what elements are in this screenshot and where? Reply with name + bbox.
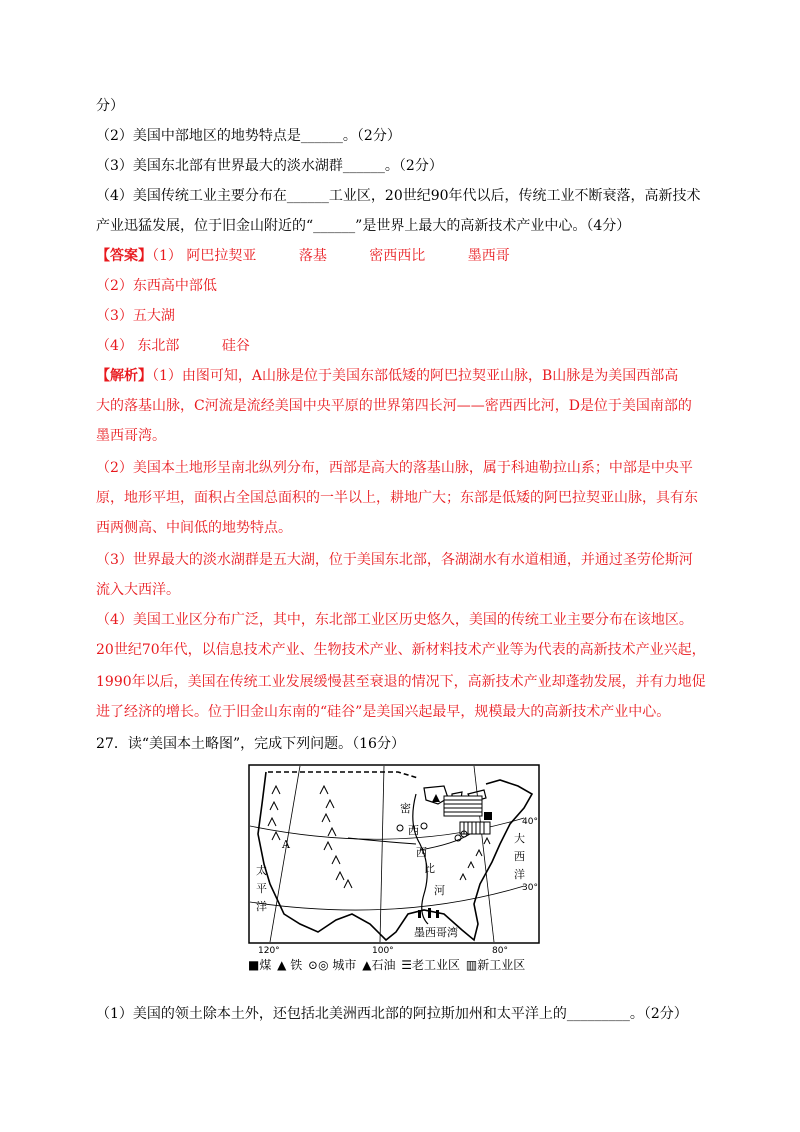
label-lon120: 120° bbox=[258, 946, 280, 956]
label-gulf: 墨西哥湾 bbox=[414, 926, 458, 939]
legend-oil: ▲石油 bbox=[362, 958, 396, 972]
analysis-line: 【解析】（1）由图可知，A山脉是位于美国东部低矮的阿巴拉契亚山脉，B山脉是为美国西部高 bbox=[96, 368, 679, 384]
legend-old-industry: ☰老工业区 bbox=[401, 958, 461, 972]
answer-item: 墨西哥 bbox=[467, 248, 510, 264]
answer-line4 bbox=[96, 336, 250, 356]
label-yang2: 洋 bbox=[514, 868, 525, 881]
coal-symbol bbox=[484, 812, 492, 820]
analysis-line: （2）美国本土地形呈南北纵列分布，西部是高大的落基山脉，属于科迪勒拉山系；中部是中央平 bbox=[96, 460, 693, 476]
answer-prefix: （4） bbox=[96, 338, 133, 354]
analysis-line: 西两侧高、中间低的地势特点。 bbox=[96, 520, 292, 536]
label-lon100: 100° bbox=[372, 946, 394, 956]
legend-new-industry: ▥新工业区 bbox=[465, 958, 526, 972]
label-xi2: 西 bbox=[416, 846, 427, 859]
answer-line1 bbox=[96, 246, 510, 266]
answer-line2: （2）东西高中部低 bbox=[96, 278, 217, 294]
label-lat40: 40° bbox=[522, 817, 538, 827]
us-mainland-map bbox=[248, 764, 540, 956]
analysis-line: 1990年以后，美国在传统工业发展缓慢甚至衰退的情况下，高新技术产业却蓬勃发展，并有力地促 bbox=[96, 674, 706, 690]
analysis-line: 墨西哥湾。 bbox=[96, 428, 166, 444]
q26-continuation: 分） bbox=[96, 98, 124, 114]
answer-item: 落基 bbox=[298, 248, 327, 264]
analysis-line: （3）世界最大的淡水湖群是五大湖，位于美国东北部，各湖湖水有水道相通，并通过圣劳伦斯河 bbox=[96, 552, 693, 568]
q26-part4-line1: （4）美国传统工业主要分布在______工业区，20世纪90年代以后，传统工业不断衰落，高新技术 bbox=[96, 188, 701, 204]
analysis-line: 原，地形平坦，面积占全国总面积的一半以上，耕地广大；东部是低矮的阿巴拉契亚山脉，具有东 bbox=[96, 490, 698, 506]
label-xi3: 西 bbox=[514, 850, 525, 863]
q26-part4-line2: 产业迅猛发展，位于旧金山附近的“______”是世界上最大的高新技术产业中心。（4分） bbox=[96, 218, 631, 234]
analysis-line: 流入大西洋。 bbox=[96, 582, 180, 598]
old-industrial-zone bbox=[444, 796, 482, 816]
legend-iron: ▲ 铁 bbox=[277, 958, 303, 972]
label-bi: 比 bbox=[424, 862, 435, 875]
question-27-part1: （1）美国的领土除本土外，还包括北美洲西北部的阿拉斯加州和太平洋上的_________。（2分） bbox=[96, 1006, 688, 1022]
label-yang: 洋 bbox=[256, 900, 267, 913]
analysis-line: （4）美国工业区分布广泛，其中，东北部工业区历史悠久，美国的传统工业主要分布在该地区。 bbox=[96, 612, 693, 628]
analysis-line: 20世纪70年代，以信息技术产业、生物技术产业、新材料技术产业等为代表的高新技术产业兴起， bbox=[96, 642, 706, 658]
label-lon80: 80° bbox=[492, 946, 508, 956]
map-legend bbox=[248, 956, 558, 974]
analysis-line: 进了经济的增长。位于旧金山东南的“硅谷”是美国兴起最早，规模最大的高新技术产业中心。 bbox=[96, 704, 671, 720]
legend-coal: ■煤 bbox=[248, 958, 272, 972]
answer-item: 硅谷 bbox=[221, 338, 250, 354]
label-tai: 太 bbox=[256, 864, 267, 877]
answer-prefix: （1） bbox=[152, 248, 182, 264]
answer-label: 【答案】 bbox=[96, 248, 152, 264]
q26-part2: （2）美国中部地区的地势特点是______。（2分） bbox=[96, 128, 401, 144]
label-ping: 平 bbox=[256, 882, 267, 895]
q26-part3: （3）美国东北部有世界最大的淡水湖群______。（2分） bbox=[96, 158, 443, 174]
label-xi: 西 bbox=[408, 824, 419, 837]
label-lat30: 30° bbox=[522, 883, 538, 893]
answer-item: 东北部 bbox=[137, 338, 180, 354]
map-figure bbox=[248, 764, 540, 956]
answer-item: 密西西比 bbox=[369, 248, 426, 264]
label-A: A bbox=[282, 838, 290, 851]
answer-line3: （3）五大湖 bbox=[96, 308, 175, 324]
label-he: 河 bbox=[434, 884, 445, 897]
label-mi: 密 bbox=[400, 802, 411, 815]
answer-item: 阿巴拉契亚 bbox=[186, 248, 257, 264]
analysis-line: 大的落基山脉，C河流是流经美国中央平原的世界第四长河——密西西比河，D是位于美国南部的 bbox=[96, 398, 692, 414]
question-27-title: 27．读“美国本土略图”，完成下列问题。（16分） bbox=[96, 736, 405, 752]
new-industrial-zone bbox=[460, 822, 490, 834]
analysis-label: 【解析】 bbox=[96, 368, 152, 384]
legend-city: ⊙◎ 城市 bbox=[308, 958, 357, 972]
label-da: 大 bbox=[514, 832, 525, 845]
